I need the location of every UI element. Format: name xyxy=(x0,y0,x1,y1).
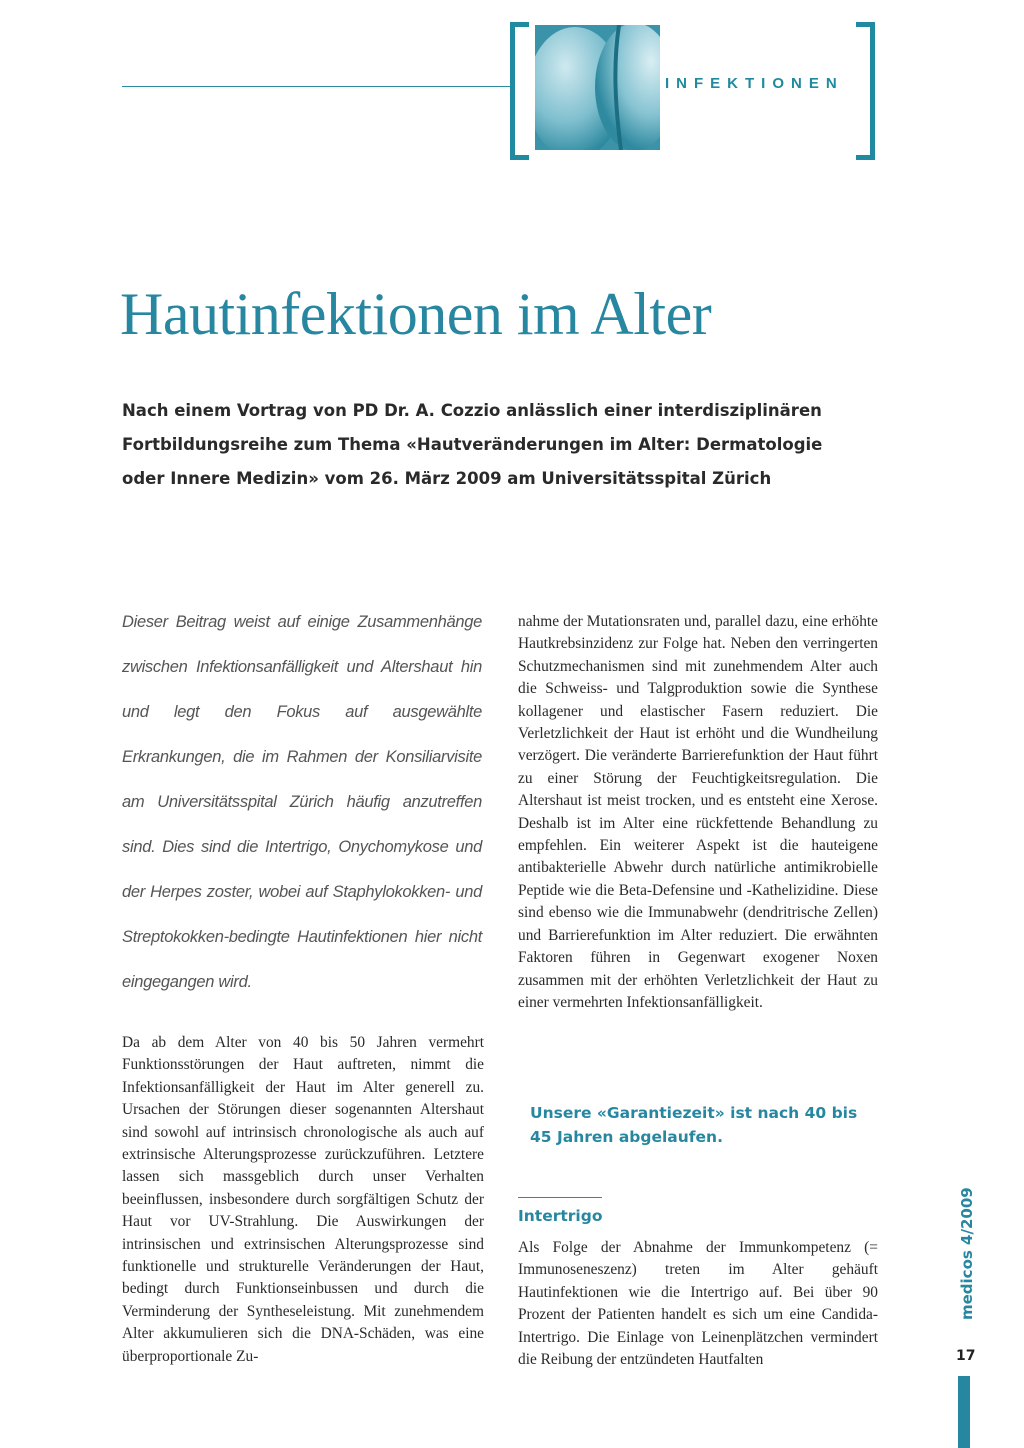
article-subtitle: Nach einem Vortrag von PD Dr. A. Cozzio anlässlich einer interdisziplinären Fortbildungsreihe zum Thema «Hautveränderungen im Alter: Dermatologie oder Innere Medizin» vom 26. März 2009 am Universitätsspital Zürich xyxy=(122,401,823,488)
page-number: 17 xyxy=(956,1348,976,1364)
header-rule xyxy=(122,86,514,87)
section-label: INFEKTIONEN xyxy=(665,75,844,92)
article-lead: Dieser Beitrag weist auf einige Zusammenhänge zwischen Infektionsanfälligkeit und Altershaut hin und legt den Fokus auf ausgewählte Erkrankungen, die im Rahmen der Konsiliarvisite am Universitätsspital Zürich häufig anzutreffen sind. Dies sind die Intertrigo, Onychomykose und der Herpes zoster, wobei auf Staphylokokken- und Streptokokken-bedingte Hautinfektionen hier nicht eingegangen wird. xyxy=(122,613,482,991)
header-photo xyxy=(535,25,660,150)
section-heading-intertrigo: Intertrigo xyxy=(518,1207,603,1225)
body-column-right: nahme der Mutationsraten und, parallel dazu, eine erhöhte Hautkrebsinzidenz zur Folge hat. Neben den verringerten Schutzmechanismen sind mit zunehmendem Alter auch die Schweiss- und Talgproduktion sowie die Synthese kollagener und elastischer Fasern reduziert. Die Verletzlichkeit der Haut ist erhöht und die Wundheilung verzögert. Die veränderte Barrierefunktion der Haut führt zu einer Störung der Feuchtigkeitsregulation. Die Altershaut ist meist trocken, und es entsteht eine Xerose. Deshalb ist im Alter eine rückfettende Behandlung zu empfehlen. Ein weiterer Aspekt ist die hauteigene antibakterielle Abwehr durch natürliche antimikrobielle Peptide wie die Beta-Defensine und -Kathelizidine. Diese sind ebenso wie die Immunabwehr (dendritrische Zellen) und Barrierefunktion im Alter reduziert. Die erwähnten Faktoren führen in Gegenwart exogener Noxen zusammen mit der erhöhten Verletzlichkeit der Haut zu einer vermehrten Infektionsanfälligkeit. xyxy=(518,613,878,1011)
body-column-right-intertrigo: Als Folge der Abnahme der Immunkompetenz (= Immunoseneszenz) treten im Alter gehäuft Hautinfektionen wie die Intertrigo auf. Bei über 90 Prozent der Patienten handelt es sich um eine Candida-Intertrigo. Die Einlage von Leinenplätzchen vermindert die Reibung der entzündeten Hautfalten xyxy=(518,1239,878,1369)
article-title: Hautinfektionen im Alter xyxy=(120,281,712,347)
header-bracket-left xyxy=(510,22,529,160)
header-bracket-right xyxy=(856,22,875,160)
page-edge-bar xyxy=(958,1376,970,1448)
body-column-left: Da ab dem Alter von 40 bis 50 Jahren vermehrt Funktionsstörungen der Haut auftreten, nimmt die Infektionsanfälligkeit der Haut im Alter generell zu. Ursachen der Störungen dieser sogenannten Altershaut sind sowohl auf intrinsisch chronologische als auch auf extrinsische Alterungsprozesse zurückzuführen. Letztere lassen sich massgeblich durch unser Verhalten beeinflussen, insbesondere durch sorgfältigen Schutz der Haut vor UV-Strahlung. Die Auswirkungen der intrinsischen und extrinsischen Alterungsprozesse sind funktionelle und strukturelle Veränderungen der Haut, bedingt durch Funktionseinbussen und durch die Verminderung der Syntheseleistung. Mit zunehmendem Alter akkumulieren sich die DNA-Schäden, was eine überproportionale Zu- xyxy=(122,1034,484,1365)
issue-label: medicos 4/2009 xyxy=(958,1187,976,1320)
pull-quote: Unsere «Garantiezeit» ist nach 40 bis 45 Jahren abgelaufen. xyxy=(530,1104,858,1146)
skin-fold-image xyxy=(535,25,660,150)
subhead-rule xyxy=(518,1197,602,1198)
